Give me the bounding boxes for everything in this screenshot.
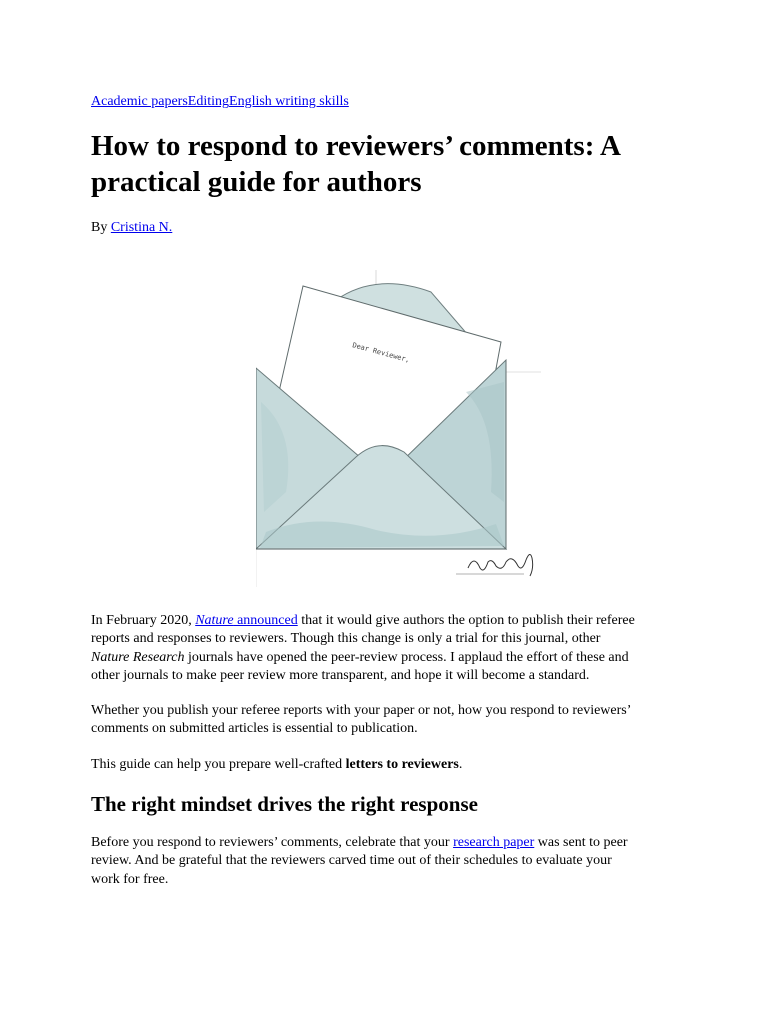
text: comments on submitted articles is essential to publication. (91, 721, 418, 737)
text: In February 2020, (91, 613, 196, 628)
nature-research-italic: Nature Research (91, 649, 185, 665)
page-title-line2: practical guide for authors (91, 166, 422, 198)
research-paper-link[interactable]: research paper (453, 835, 535, 850)
breadcrumb-english-writing-skills[interactable]: English writing skills (229, 94, 349, 109)
text: other journals to make peer review more transparent, and hope it will become a standard. (91, 667, 590, 683)
envelope-illustration (256, 262, 556, 592)
text: reports and responses to reviewers. Though this change is only a trial for this journal, other (91, 631, 601, 647)
paragraph-guide (91, 756, 681, 774)
bold-letters-to-reviewers: letters to reviewers (345, 757, 459, 772)
page-title-line1: How to respond to reviewers’ comments: A (91, 130, 621, 162)
byline-prefix: By (91, 220, 111, 235)
text: . (458, 757, 463, 772)
announced-text: announced (233, 613, 298, 628)
text: Whether you publish your referee reports with your paper or not, how you respond to reviewers’ (91, 703, 632, 718)
text: review. And be grateful that the reviewers carved time out of their schedules to evaluate your (91, 853, 612, 869)
text: work for free. (91, 871, 169, 887)
byline (91, 219, 172, 237)
text: Before you respond to reviewers’ comments, celebrate that your (91, 835, 454, 850)
breadcrumb (91, 93, 349, 111)
paragraph-intro (91, 612, 681, 685)
letter-salutation: Dear Reviewer, (351, 341, 411, 365)
text: was sent to peer (534, 835, 628, 850)
envelope-letter-image (256, 262, 556, 592)
author-link[interactable]: Cristina N. (110, 220, 173, 235)
nature-italic: Nature (195, 613, 234, 628)
text: journals have opened the peer-review process. I applaud the effort of these and (184, 649, 629, 665)
text: that it would give authors the option to publish their referee (297, 613, 635, 628)
breadcrumb-academic-papers[interactable]: Academic papers (91, 94, 188, 109)
paragraph-publish (91, 702, 681, 739)
paragraph-mindset (91, 834, 681, 889)
breadcrumb-editing[interactable]: Editing (187, 94, 230, 109)
section-heading: The right mindset drives the right response (91, 792, 478, 816)
text: This guide can help you prepare well-crafted (91, 757, 346, 772)
nature-announced-link[interactable] (195, 613, 298, 628)
page-title (91, 128, 691, 200)
